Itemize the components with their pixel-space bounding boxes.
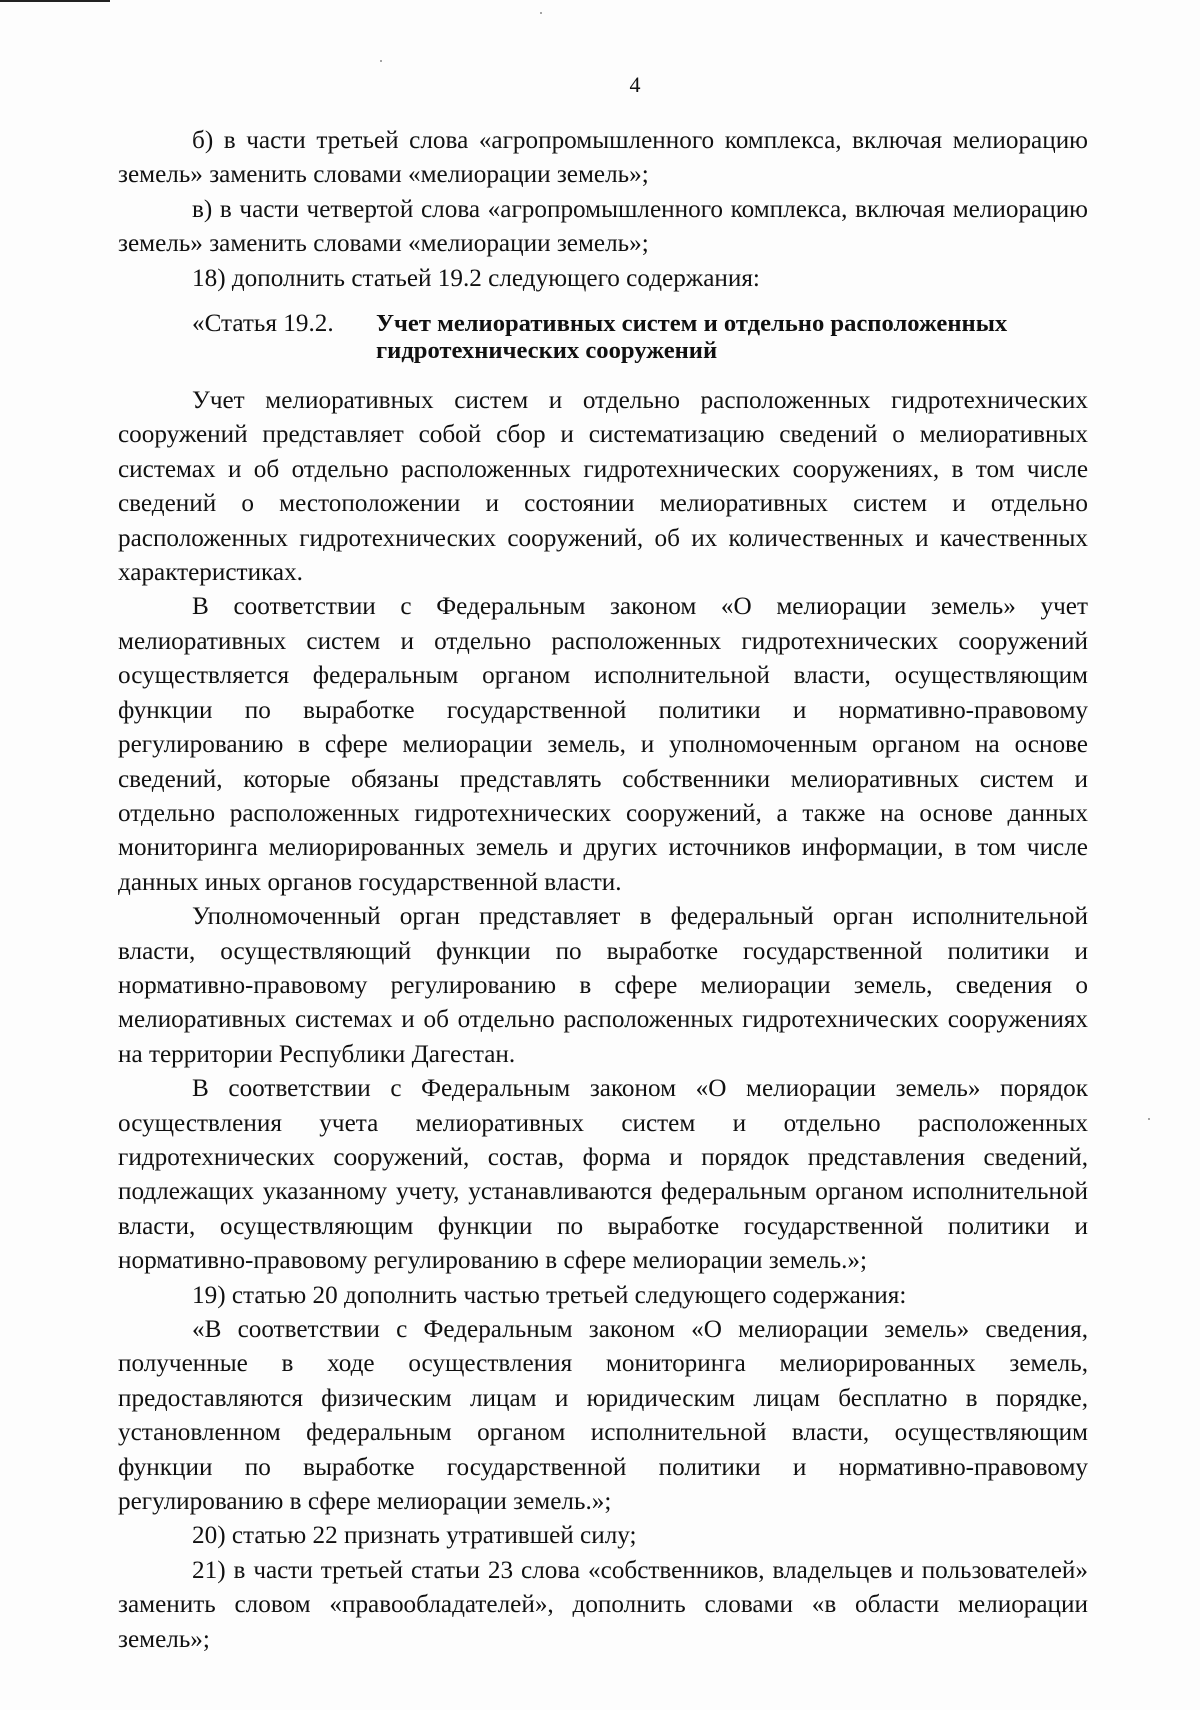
paragraph: б) в части третьей слова «агропромышленного комплекса, включая мелиорацию земель» заменить словами «мелиорации земель»;	[118, 127, 1088, 189]
paragraph: В соответствии с Федеральным законом «О мелиорации земель» учет мелиоративных систем и отдельно расположенных гидротехнических сооружений осуществляется федеральным органом исполнительной власти, осуществляющим функции по выработке государственной политики и нормативно-правовому регулированию в сфере мелиорации земель, и уполномоченным органом на основе сведений, которые обязаны представлять собственники мелиоративных систем и отдельно расположенных гидротехнических сооружений, а также на основе данных мониторинга мелиорированных земель и других источников информации, в том числе данных иных органов государственной власти.	[118, 593, 1088, 896]
paragraph: Уполномоченный орган представляет в федеральный орган исполнительной власти, осуществляющий функции по выработке государственной политики и нормативно-правовому регулированию в сфере мелиорации земель, сведения о мелиоративных системах и об отдельно расположенных гидротехнических сооружениях на территории Республики Дагестан.	[118, 903, 1088, 1068]
scan-speck	[540, 12, 542, 14]
paragraph: в) в части четвертой слова «агропромышленного комплекса, включая мелиорацию земель» заменить словами «мелиорации земель»;	[118, 195, 1088, 258]
document-body	[118, 124, 1088, 1657]
paragraph: В соответствии с Федеральным законом «О мелиорации земель» порядок осуществления учета мелиоративных систем и отдельно расположенных гидротехнических сооружений, состав, форма и порядок представления сведений, подлежащих указанному учету, устанавливаются федеральным органом исполнительной власти, осуществляющим функции по выработке государственной политики и нормативно-правовому регулированию в сфере мелиорации земель.»;	[118, 1075, 1088, 1275]
paragraph: Учет мелиоративных систем и отдельно расположенных гидротехнических сооружений представляет собой сбор и систематизацию сведений о мелиоративных системах и об отдельно расположенных гидротехнических сооружениях, в том числе сведений о местоположении и состоянии мелиоративных систем и отдельно расположенных гидротехнических сооружений, об их количественных и качественных характеристиках.	[118, 387, 1088, 587]
paragraph: 18) дополнить статьей 19.2 следующего содержания:	[192, 264, 760, 292]
paragraph: 20) статью 22 признать утратившей силу;	[192, 1522, 637, 1550]
article-number: «Статья 19.2.	[192, 310, 334, 338]
page-number: 4	[629, 72, 641, 97]
article-heading	[118, 310, 1088, 364]
scan-speck	[380, 60, 382, 62]
paragraph: 19) статью 20 дополнить частью третьей следующего содержания:	[192, 1281, 907, 1309]
article-title: Учет мелиоративных систем и отдельно расположенных гидротехнических сооружений	[376, 310, 1008, 365]
paragraph: 21) в части третьей статьи 23 слова «собственников, владельцев и пользователей» заменить словом «правообладателей», дополнить словами «в области мелиорации земель»;	[118, 1556, 1088, 1653]
scan-edge-mark	[0, 0, 110, 2]
paragraph: «В соответствии с Федеральным законом «О мелиорации земель» сведения, полученные в ходе осуществления мониторинга мелиорированных земель, предоставляются физическим лицам и юридическим лицам бесплатно в порядке, установленном федеральным органом исполнительной власти, осуществляющим функции по выработке государственной политики и нормативно-правовому регулированию в сфере мелиорации земель.»;	[118, 1316, 1088, 1516]
scan-speck	[1148, 1118, 1150, 1120]
